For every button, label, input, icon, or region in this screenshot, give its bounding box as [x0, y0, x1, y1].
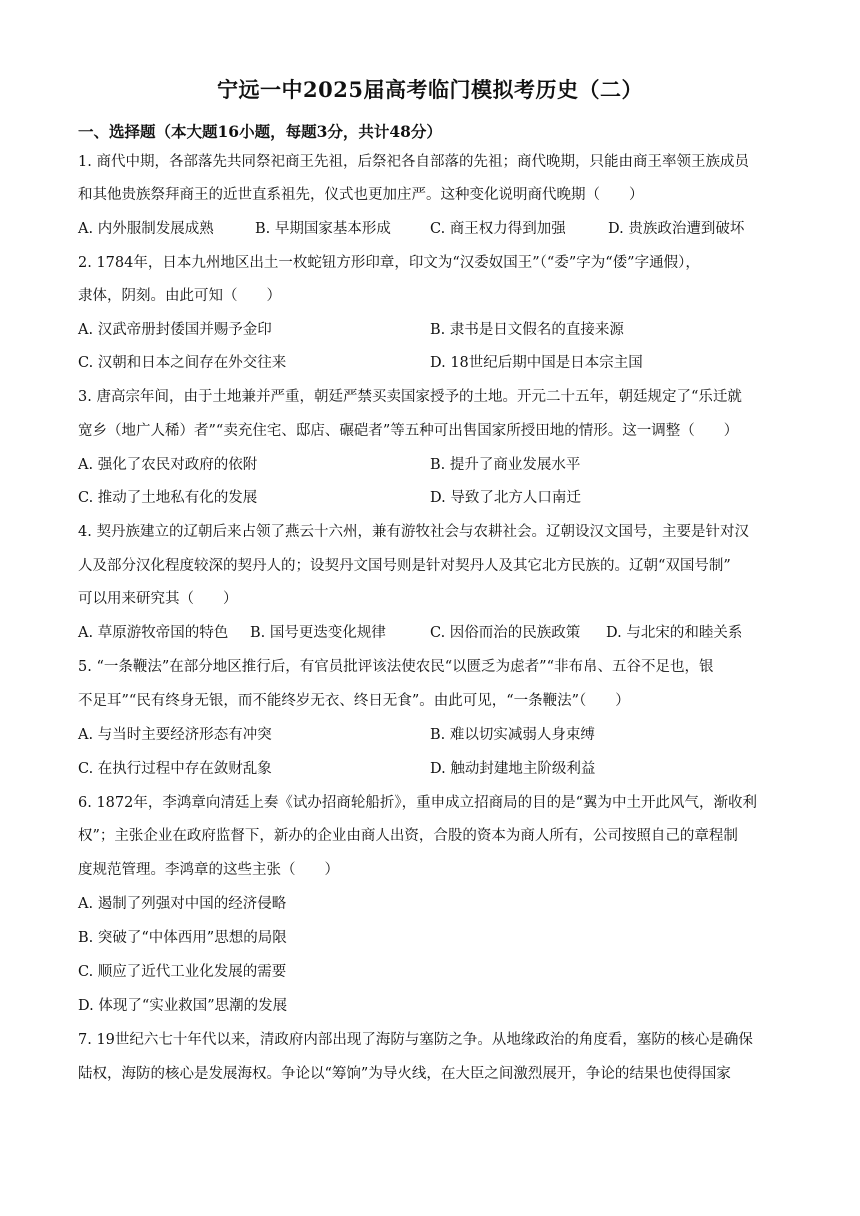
question-4-option-c: C. 因俗而治的民族政策	[430, 625, 581, 641]
question-5-option-d: D. 触动封建地主阶级利益	[430, 761, 596, 777]
question-6-stem-line-1: 6. 1872年，李鸿章向清廷上奏《试办招商轮船折》，重申成立招商局的目的是“翼为中土开此风气，渐收利	[78, 795, 758, 811]
exam-title: 宁远一中2025届高考临门模拟考历史（二）	[217, 77, 643, 102]
question-4-option-a: A. 草原游牧帝国的特色	[78, 625, 229, 641]
question-6-stem-line-2: 权”；主张企业在政府监督下，新办的企业由商人出资，合股的资本为商人所有，公司按照自己的章程制	[78, 828, 738, 844]
question-4-option-b: B. 国号更迭变化规律	[250, 625, 386, 641]
question-3-option-d: D. 导致了北方人口南迁	[430, 490, 581, 506]
question-2-stem-line-1: 2. 1784年，日本九州地区出土一枚蛇钮方形印章，印文为“汉委奴国王”（“委”字为“倭”字通假），	[78, 255, 700, 271]
question-1-option-b: B. 早期国家基本形成	[255, 221, 391, 237]
question-1-stem-line-1: 1. 商代中期，各部落先共同祭祀商王先祖，后祭祀各自部落的先祖；商代晚期，只能由商王率领王族成员	[78, 154, 749, 170]
question-5-stem-line-2: 不足耳”“民有终身无银，而不能终岁无衣、终日无食”。由此可见，“一条鞭法”（ ）	[78, 693, 630, 709]
question-2-option-b: B. 隶书是日文假名的直接来源	[430, 322, 624, 338]
question-6-stem-line-3: 度规范管理。李鸿章的这些主张（ ）	[78, 862, 339, 878]
question-6-option-d: D. 体现了“实业救国”思潮的发展	[78, 998, 288, 1014]
question-2-stem-line-2: 隶体，阴刻。由此可知（ ）	[78, 288, 281, 304]
question-6-option-b: B. 突破了“中体西用”思想的局限	[78, 930, 287, 946]
section-heading: 一、选择题（本大题16小题，每题3分，共计48分）	[78, 122, 442, 141]
question-2-option-c: C. 汉朝和日本之间存在外交往来	[78, 355, 287, 371]
question-1-option-d: D. 贵族政治遭到破坏	[608, 221, 745, 237]
question-6-option-c: C. 顺应了近代工业化发展的需要	[78, 964, 287, 980]
question-5-stem-line-1: 5. “一条鞭法”在部分地区推行后，有官员批评该法使农民“以匮乏为虑者”“非布帛、五谷不足也，银	[78, 659, 714, 675]
question-3-option-a: A. 强化了农民对政府的依附	[78, 457, 258, 473]
question-3-option-b: B. 提升了商业发展水平	[430, 457, 581, 473]
question-2-option-a: A. 汉武帝册封倭国并赐予金印	[78, 322, 272, 338]
question-4-option-d: D. 与北宋的和睦关系	[606, 625, 743, 641]
question-1-option-c: C. 商王权力得到加强	[430, 221, 566, 237]
question-1-option-a: A. 内外服制发展成熟	[78, 221, 214, 237]
question-6-option-a: A. 遏制了列强对中国的经济侵略	[78, 896, 287, 912]
question-4-stem-line-1: 4. 契丹族建立的辽朝后来占领了燕云十六州，兼有游牧社会与农耕社会。辽朝设汉文国号，主要是针对汉	[78, 524, 749, 540]
question-7-stem-line-1: 7. 19世纪六七十年代以来，清政府内部出现了海防与塞防之争。从地缘政治的角度看，塞防的核心是确保	[78, 1032, 753, 1048]
question-4-stem-line-3: 可以用来研究其（ ）	[78, 591, 238, 607]
question-5-option-b: B. 难以切实减弱人身束缚	[430, 727, 595, 743]
question-3-stem-line-1: 3. 唐高宗年间，由于土地兼并严重，朝廷严禁买卖国家授予的土地。开元二十五年，朝廷规定了“乐迁就	[78, 389, 742, 405]
question-3-stem-line-2: 宽乡（地广人稀）者”“卖充住宅、邸店、碾硙者”等五种可出售国家所授田地的情形。这一调整（ ）	[78, 423, 739, 439]
question-4-stem-line-2: 人及部分汉化程度较深的契丹人的；设契丹文国号则是针对契丹人及其它北方民族的。辽朝“双国号制”	[78, 558, 731, 574]
question-5-option-c: C. 在执行过程中存在敛财乱象	[78, 761, 272, 777]
question-3-option-c: C. 推动了土地私有化的发展	[78, 490, 258, 506]
question-1-stem-line-2: 和其他贵族祭拜商王的近世直系祖先，仪式也更加庄严。这种变化说明商代晚期（ ）	[78, 187, 644, 203]
question-7-stem-line-2: 陆权，海防的核心是发展海权。争论以“筹饷”为导火线，在大臣之间激烈展开，争论的结果也使得国家	[78, 1066, 731, 1082]
question-5-option-a: A. 与当时主要经济形态有冲突	[78, 727, 272, 743]
question-2-option-d: D. 18世纪后期中国是日本宗主国	[430, 355, 643, 371]
